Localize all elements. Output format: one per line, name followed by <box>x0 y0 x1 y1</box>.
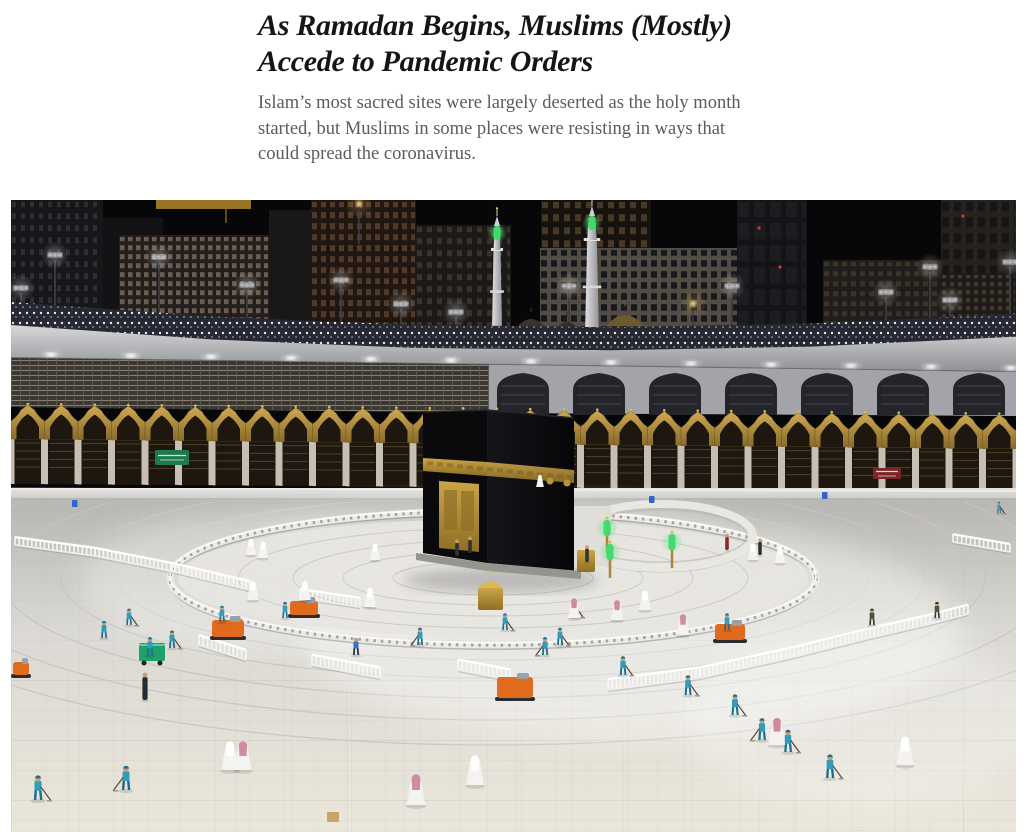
headline-line-1: As Ramadan Begins, Muslims (Mostly) <box>258 9 732 42</box>
summary-line-3: could spread the coronavirus. <box>258 144 476 164</box>
mosque-night-photo <box>11 200 1016 832</box>
article-photo <box>11 200 1016 832</box>
summary-line-2: started, but Muslims in some places were resisting in ways that <box>258 118 726 139</box>
article-header <box>258 8 783 168</box>
article-headline <box>258 8 783 80</box>
summary-line-1: Islam’s most sacred sites were largely deserted as the holy month <box>258 93 741 113</box>
article-summary <box>258 91 783 168</box>
headline-line-2: Accede to Pandemic Orders <box>258 45 593 78</box>
